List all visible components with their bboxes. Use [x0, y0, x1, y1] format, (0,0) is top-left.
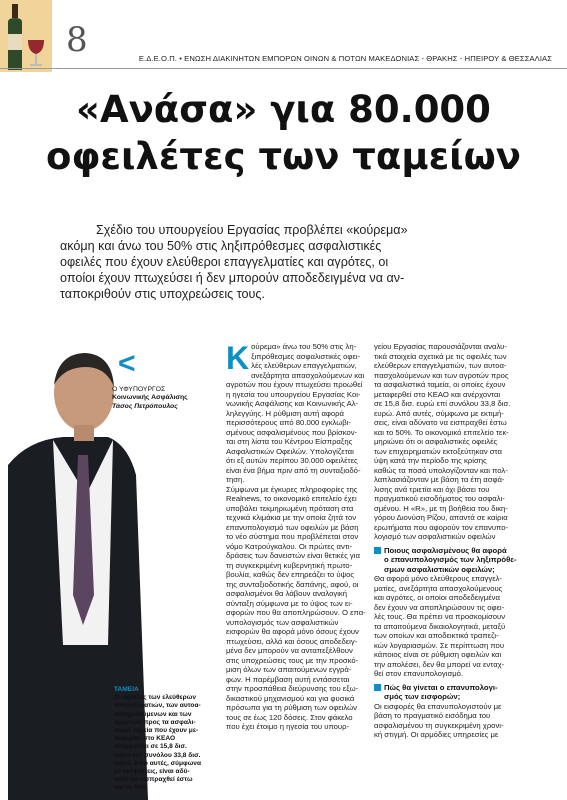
article-column-1 — [226, 342, 366, 732]
body-line: ευρώ. Από αυτές, σύμφωνα με εκτιμή- — [374, 408, 504, 418]
body-line: μένα δεν μπορούν να ανταπεξέλθουν — [226, 646, 353, 655]
body-line: επανυπολογισμό των οφειλών με βάση — [226, 522, 359, 532]
body-line: και αγρότες, οι οποίοι αποδεδειγμένα — [374, 593, 500, 602]
body-line: νόμο Κατρούγκαλου. Οι πρώτες αντι- — [226, 541, 353, 551]
question-text: σμων ασφαλιστικών οφειλών; — [384, 564, 495, 574]
body-line: νωνικής Ασφάλισης και Κοινωνικής Αλ- — [226, 399, 359, 408]
caption-role: Κοινωνικής Ασφάλισης — [112, 394, 188, 402]
wine-bottle-glass-icon — [0, 0, 52, 72]
body-line: βουλία, καθώς δεν επηρεάζει το ύψος — [226, 570, 355, 579]
body-line: γείου Εργασίας παρουσιάζονται αναλυ- — [374, 342, 507, 351]
body-line: πραγματικού εισοδήματος του ασφαλι- — [374, 494, 505, 503]
publication-banner: Ε.Δ.Ε.Ο.Π. • ΕΝΩΣΗ ΔΙΑΚΙΝΗΤΩΝ ΕΜΠΟΡΩΝ ΟΙΝΩΝ & ΠΟΤΩΝ ΜΑΚΕΔΟΝΙΑΣ - ΘΡΑΚΗΣ - ΗΠΕΙΡΟΥ & ΘΕΣΣΑΛΙΑΣ — [138, 54, 552, 63]
body-line: φων. Η παρέμβαση αυτή εντάσσεται — [226, 674, 350, 684]
body-line: στην προσπάθεια διεύρυνσης του εξω- — [226, 684, 359, 693]
body-line: της συνταξιοδοτικής δαπάνης, αφού, οι — [226, 579, 359, 589]
sidebox-line: Οι οφειλές των ελεύθερων — [114, 694, 197, 702]
sidebox-line: νατο να εισπραχθεί έστω — [114, 776, 193, 784]
body-line: το νέο σύστημα που προβλέπεται στον — [226, 532, 359, 541]
body-line: ται στη λίστα του Κέντρου Είσπραξης — [226, 437, 353, 446]
caption-title: Ο ΥΦΥΠΟΥΡΓΟΣ — [112, 386, 166, 393]
body-line: σε 15,8 δισ. ευρώ επί συνόλου 33,8 δισ. — [374, 399, 511, 408]
body-line: δράσεις των δανειστών είναι θετικές για — [226, 551, 360, 560]
body-line: σύνταξη σύμφωνα με το ύψος των ει- — [226, 598, 353, 608]
body-line: λογισμό των ασφαλιστικών οφειλών — [374, 532, 496, 541]
body-line: κή στιγμή. Οι αρμόδιες υπηρεσίες με — [374, 730, 499, 739]
sidebox-line: επαγγελματιών, των αυτοα- — [114, 702, 201, 710]
sidebox-line: ευρώ. Από αυτές, σύμφωνα — [114, 759, 201, 767]
sidebox-line: με εκτιμήσεις, είναι αδύ- — [114, 768, 190, 776]
article-subheading — [60, 222, 520, 302]
body-line: Realnews, το οικονομικό επιτελείο έχει — [226, 494, 357, 503]
body-line: γόρου Διονύση Ρίζου, απαντά σε καίρια — [374, 513, 508, 522]
photo-caption — [112, 386, 232, 411]
body-line: Σύμφωνα με έγκυρες πληροφορίες της — [226, 484, 358, 494]
caption-person: Τάσος Πετρόπουλος — [112, 402, 178, 410]
body-line: θεί στον επανυπολογισμό. — [374, 669, 464, 678]
body-line: ελεύθερων επαγγελματιών, των αυτοα- — [374, 361, 507, 370]
body-line: σμένου. Η «R», με τη βοήθεια του δικη- — [374, 503, 508, 513]
body-line: που έχει έτοιμο η ηγεσία του υπουρ- — [226, 722, 350, 731]
subhead-line: Σχέδιο του υπουργείου Εργασίας προβλέπει «κούρεμα» — [96, 223, 408, 237]
sidebox-line: ευρώ επί συνόλου 33,8 δισ. — [114, 751, 201, 759]
body-line: αγροτών που έχουν πτωχεύσει προωθεί — [226, 380, 363, 389]
body-line: νυπολογισμός των ασφαλιστικών — [226, 617, 339, 627]
page-number: 8 — [66, 20, 88, 60]
sidebox-heading: ΤΑΜΕΙΑ — [114, 686, 139, 693]
sidebox-line: στικά ταμεία που έχουν με- — [114, 727, 199, 735]
body-line: Ασφαλιστικών Οφειλών. Υπολογίζεται — [226, 446, 354, 456]
body-line: κών λογαριασμών. Σε περίπτωση που — [374, 640, 505, 650]
body-line: κάποιος είναι σε ρύθμιση οφειλών και — [374, 650, 502, 659]
body-line: και το 50%. Το οικονομικό επιτελείο τεκ- — [374, 427, 509, 437]
body-line: περισσότερους από 80.000 εγκλωβι- — [226, 418, 351, 427]
body-line: δικαστικού μηχανισμού και για φυσικά — [226, 693, 355, 703]
body-line: πτωχεύσει, αλλά και όσους αποδεδειγ- — [226, 636, 358, 646]
body-line: τους σε έως 120 δόσεις. Στον φάκελο — [226, 712, 353, 722]
body-line: τηση. — [226, 475, 245, 484]
body-line: Οι εισφορές θα επανυπολογιστούν με — [374, 701, 502, 711]
body-line: η ηγεσία του υπουργείου Εργασίας Κοι- — [226, 389, 361, 399]
body-line: εισφορών θα αφορά μόνο όσους έχουν — [226, 627, 359, 636]
body-line: καθώς τα ποσά υπολογίζονταν και πολ- — [374, 465, 508, 475]
sidebox-funds — [114, 686, 224, 793]
sidebox-line: ανέρχονται σε 15,8 δισ. — [114, 743, 187, 751]
sidebox-line: πασχολούμενων και των — [114, 710, 192, 718]
question-text: ο επανυπολογισμός των ληξιπρόθε- — [384, 555, 517, 564]
question-line — [374, 546, 551, 556]
title-line: οφειλέτες των ταμείων — [46, 135, 521, 178]
body-line: ματίες, ανεξάρτητα απασχολούμενους — [374, 583, 503, 593]
body-line: σεις, είναι αδύνατο να εισπραχθεί έστω — [374, 418, 507, 427]
body-line: σμένους ασφαλισμένους που βρίσκον- — [226, 427, 358, 437]
body-line: λές τους. Θα πρέπει να προσκομίσουν — [374, 612, 506, 621]
sidebox-line: αγροτών προς τα ασφαλι- — [114, 718, 196, 726]
body-line: ασφαλισμένου τη συγκεκριμένη χρονι- — [374, 720, 504, 730]
body-line: ανεξάρτητα απασχολούμενων και — [251, 370, 365, 380]
body-line: Θα αφορά μόνο ελεύθερους επαγγελ- — [374, 574, 503, 583]
chevron-left-icon: < — [118, 347, 136, 380]
body-line: τη συγκεκριμένη κυβερνητική πρωτο- — [226, 560, 353, 570]
square-bullet-icon — [374, 547, 381, 554]
question-line — [374, 683, 551, 693]
body-line: ασφαλισμένοι θα λάβουν αναλογική — [226, 589, 348, 598]
body-line: τα απαιτούμενα δικαιολογητικά, μεταξύ — [374, 621, 506, 631]
body-line: τα ασφαλιστικά ταμεία, οι οποίες έχουν — [374, 380, 506, 389]
body-line: ύψη κατά την περίοδο της κρίσης — [374, 456, 487, 465]
body-line: πασχολούμενων και των αγροτών προς — [374, 370, 509, 380]
body-line: είναι ένα βήμα πριν από τη συνταξιοδό- — [226, 465, 361, 475]
subhead-line: οποίοι έχουν πτωχεύσει ή δεν μπορούν αποδεδειγμένα να αν- — [60, 271, 405, 285]
question-text: σμός των εισφορών; — [384, 692, 461, 701]
question-line — [374, 565, 551, 575]
article-column-2 — [374, 342, 551, 740]
body-line: σφορών που θα αποπληρώσουν. Ο επα- — [226, 608, 366, 617]
body-line: ερωτήματα που αφορούν τον επανυπο- — [374, 522, 509, 532]
body-line: τικά στοιχεία σχετικά με τις οφειλές των — [374, 351, 507, 361]
body-line: μιση όλων των απαιτούμενων εγγρά- — [226, 665, 352, 674]
title-line: «Ανάσα» για 80.000 — [76, 88, 491, 131]
body-line: των επιχειρηματιών εκτοξεύτηκαν στα — [374, 446, 502, 456]
body-line: λαπλασιάζονταν με βάση τα έτη ασφά- — [374, 475, 505, 484]
square-bullet-icon — [374, 684, 381, 691]
body-line: ξιπρόθεσμες ασφαλιστικές οφει- — [251, 351, 361, 361]
subhead-line: ταποκριθούν στις υποχρεώσεις τους. — [60, 287, 265, 301]
body-line: την απολέσει, δεν θα μπορεί να ενταχ- — [374, 659, 505, 669]
subhead-line: οφειλές που έχουν ελεύθεροι επαγγελματίες και αγρότες, οι — [60, 255, 389, 269]
body-line: λισης ανά τριετία και όχι βάσει του — [374, 484, 490, 494]
question-line — [374, 555, 551, 565]
sidebox-line: και το 50% — [114, 784, 147, 792]
body-line: τεχνικά κλιμάκια με την οποία ζητά τον — [226, 513, 357, 522]
sidebox-line: ταφερθεί στο ΚΕΑΟ — [114, 735, 176, 743]
body-line: βάση το πραγματικό εισόδημα του — [374, 711, 491, 720]
body-line: πρόσωπα για τη ρύθμιση των οφειλών — [226, 703, 357, 712]
question-text: Ποιους ασφαλισμένους θα αφορά — [384, 545, 507, 555]
header-divider — [0, 68, 567, 69]
body-line: ότι εξ αυτών περίπου 30.000 οφειλέτες — [226, 456, 358, 465]
body-line: μεταφερθεί στο ΚΕΑΟ και ανέρχονται — [374, 389, 501, 399]
body-line: ληλεγγύης. Η ρύθμιση αυτή αφορά — [226, 408, 344, 418]
question-line — [374, 692, 551, 702]
body-line: στις υποχρεώσεις τους με την προσκό- — [226, 655, 359, 665]
article-title — [0, 86, 567, 180]
body-line: ούρεμα» άνω του 50% στις λη- — [251, 342, 357, 351]
body-line: δεν έχουν να αποπληρώσουν τις οφει- — [374, 602, 505, 612]
body-line: υποβάλει τεκμηριωμένη πρόταση στα — [226, 503, 354, 513]
dropcap-letter: Κ — [226, 340, 250, 376]
subhead-line: ακόμη και άνω του 50% στις ληξιπρόθεσμες ασφαλιστικές — [60, 239, 382, 253]
body-line: των οποίων και αποδεικτικά τραπεζι- — [374, 631, 499, 640]
body-line: λές ελεύθερων επαγγελματιών, — [251, 361, 357, 370]
body-line: μηριώνει ότι οι ασφαλιστικές οφειλές — [374, 437, 498, 446]
question-text: Πώς θα γίνεται ο επανυπολογι- — [384, 682, 498, 692]
